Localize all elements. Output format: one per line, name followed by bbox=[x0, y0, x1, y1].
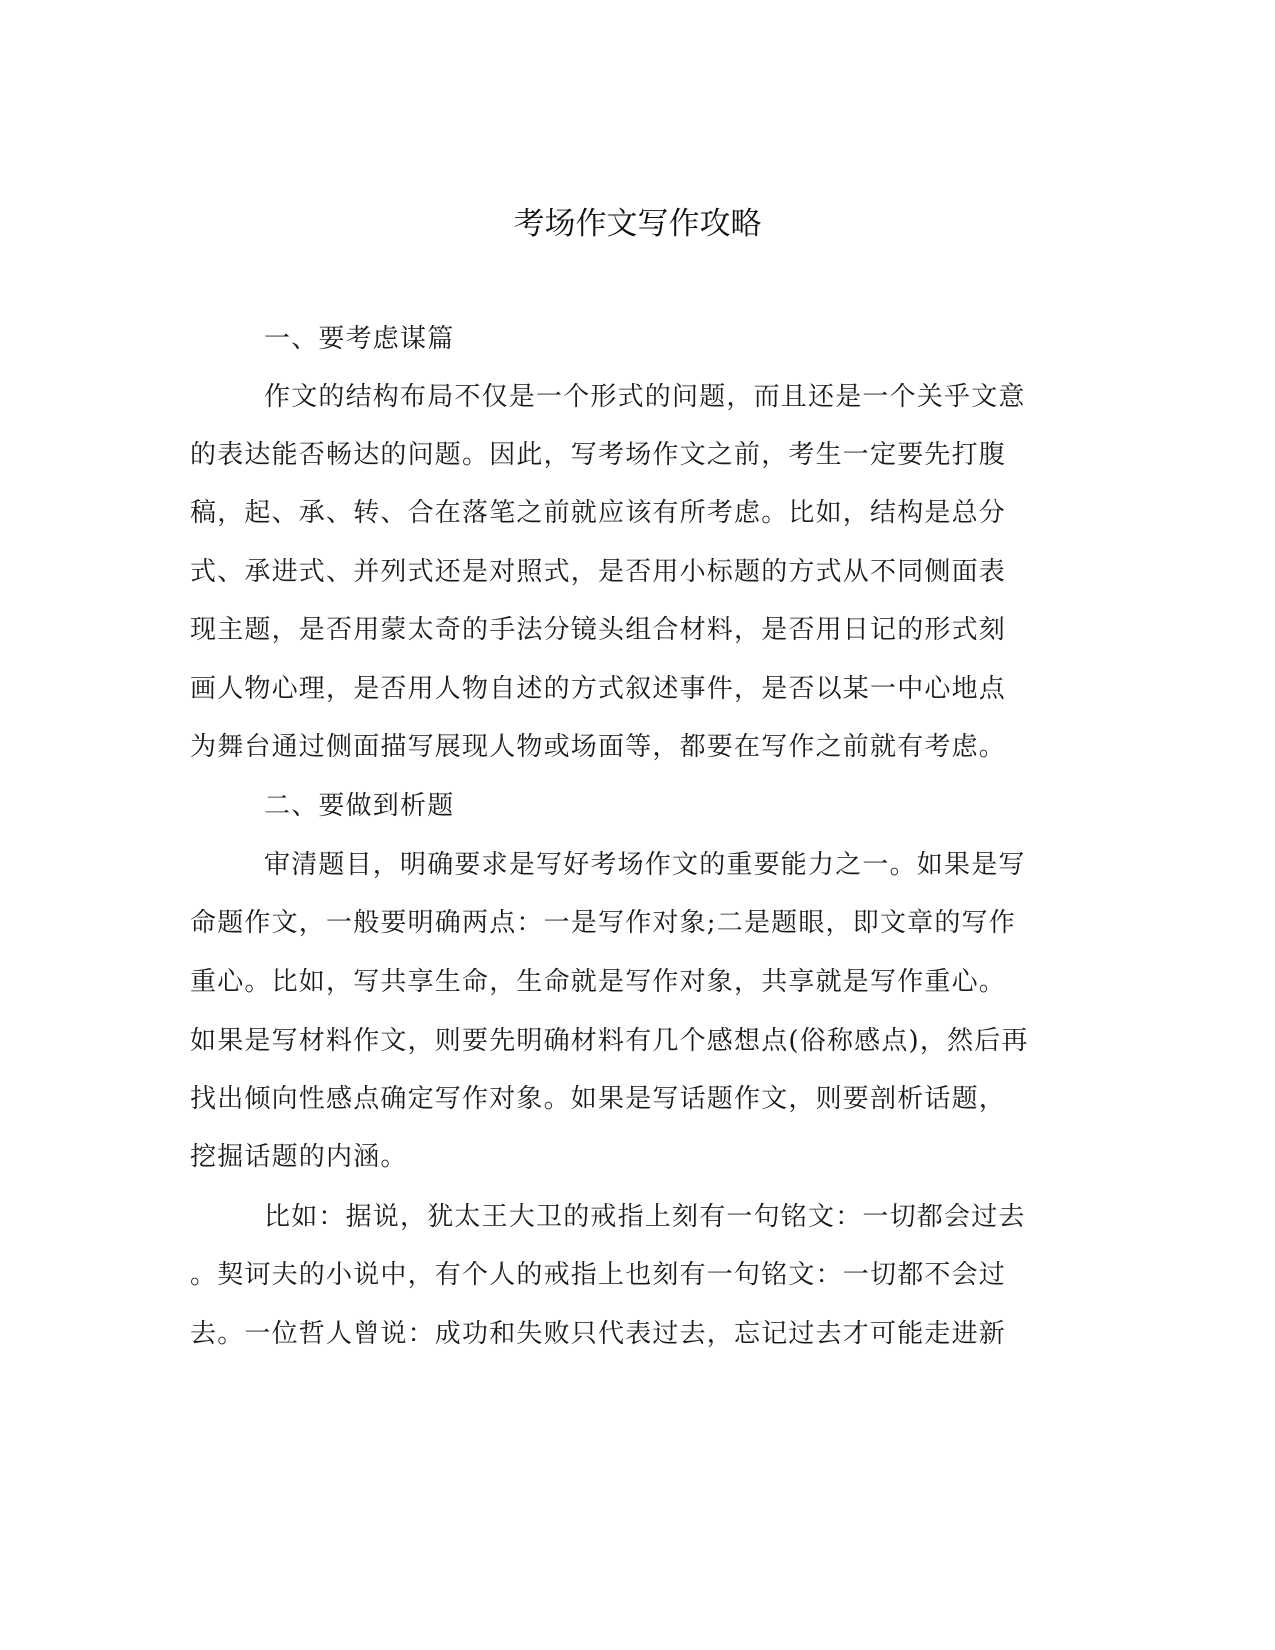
paragraph-line: 的表达能否畅达的问题。因此，写考场作文之前，考生一定要先打腹 bbox=[190, 440, 1007, 470]
paragraph-line: 比如：据说，犹太王大卫的戒指上刻有一句铭文：一切都会过去 bbox=[264, 1202, 1026, 1232]
paragraph-line: 命题作文，一般要明确两点：一是写作对象;二是题眼，即文章的写作 bbox=[190, 908, 1016, 938]
paragraph-line: 现主题，是否用蒙太奇的手法分镜头组合材料，是否用日记的形式刻 bbox=[190, 615, 1007, 645]
paragraph-line: 找出倾向性感点确定写作对象。如果是写话题作文，则要剖析话题， bbox=[190, 1084, 1007, 1114]
paragraph-line: 重心。比如，写共享生命，生命就是写作对象，共享就是写作重心。 bbox=[190, 967, 1007, 997]
paragraph-line: 稿，起、承、转、合在落笔之前就应该有所考虑。比如，结构是总分 bbox=[190, 498, 1007, 528]
section-heading-2: 二、要做到析题 bbox=[264, 791, 455, 821]
paragraph-line: 为舞台通过侧面描写展现人物或场面等，都要在写作之前就有考虑。 bbox=[190, 732, 1007, 762]
paragraph-line: 挖掘话题的内涵。 bbox=[190, 1142, 408, 1172]
paragraph-line: 作文的结构布局不仅是一个形式的问题，而且还是一个关乎文意 bbox=[264, 382, 1026, 412]
paragraph-line: 。契诃夫的小说中，有个人的戒指上也刻有一句铭文：一切都不会过 bbox=[190, 1260, 1007, 1290]
section-heading-1: 一、要考虑谋篇 bbox=[264, 324, 455, 354]
paragraph-line: 如果是写材料作文，则要先明确材料有几个感想点(俗称感点)，然后再 bbox=[190, 1026, 1029, 1056]
paragraph-line: 审清题目，明确要求是写好考场作文的重要能力之一。如果是写 bbox=[264, 850, 1026, 880]
paragraph-line: 式、承进式、并列式还是对照式，是否用小标题的方式从不同侧面表 bbox=[190, 557, 1007, 587]
paragraph-line: 画人物心理，是否用人物自述的方式叙述事件，是否以某一中心地点 bbox=[190, 674, 1007, 704]
paragraph-line: 去。一位哲人曾说：成功和失败只代表过去，忘记过去才可能走进新 bbox=[190, 1319, 1007, 1349]
document-title: 考场作文写作攻略 bbox=[513, 206, 762, 242]
